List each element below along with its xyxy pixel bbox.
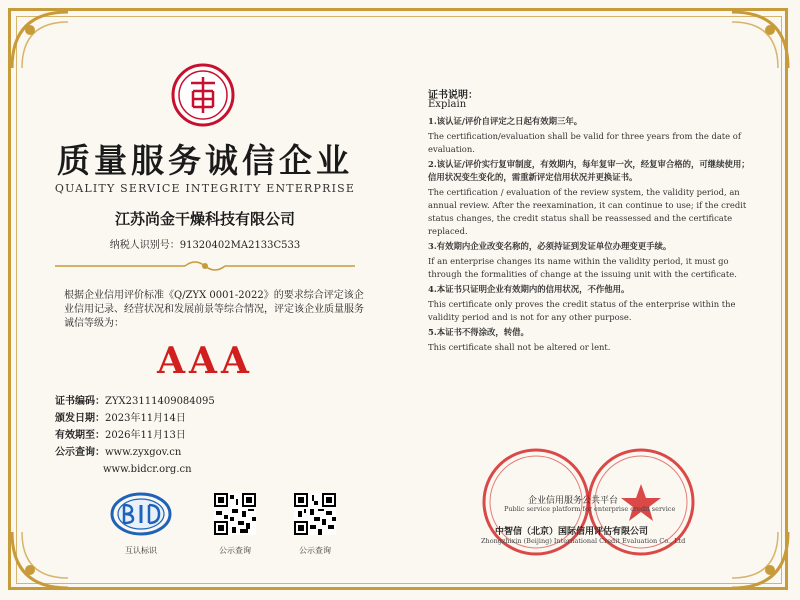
certificate-info: [55, 393, 215, 478]
bid-mutual-recognition-logo: [110, 492, 172, 536]
issuer-platform: 企业信用服务公共平台: [528, 496, 619, 506]
explain-item-cn: 4.本证书只证明企业有效期内的信用状况，不作他用。: [428, 284, 630, 294]
certificate-title: 质量服务诚信企业: [57, 141, 353, 180]
company-name: 江苏尚金干燥科技有限公司: [114, 210, 295, 228]
valid-until: 2026年11月13日: [105, 430, 186, 441]
explain-item-cn: 2.该认证/评价实行复审制度，有效期内，每年复审一次，经复审合格的，可继续使用；信用状况变生变化的，需重新评定信用状况并更换证书。: [428, 159, 750, 182]
cert-no: ZYX23111409084095: [105, 396, 215, 407]
explain-list: [428, 115, 758, 356]
issue-date: 2023年11月14日: [105, 413, 186, 424]
explain-item-cn: 1.该认证/评价自评定之日起有效期三年。: [428, 116, 583, 126]
explain-item-cn: 5.本证书不得涂改，转借。: [428, 327, 529, 337]
explain-item-en: This certificate shall not be altered or lent.: [428, 342, 611, 352]
certificate-title-en: QUALITY SERVICE INTEGRITY ENTERPRISE: [54, 182, 356, 195]
issuer-platform-en: Public service platform for enterprise credit service: [504, 505, 676, 513]
explain-item-en: This certificate only proves the credit status of the enterprise within the validity period and is not for any other purpose.: [428, 299, 736, 322]
explain-item-en: The certification/evaluation shall be valid for three years from the date of evaluation.: [428, 131, 741, 154]
explain-subtitle: Explain: [428, 99, 467, 110]
cert-no-label: 证书编码：: [55, 396, 105, 407]
query-url-1[interactable]: www.zyxgov.cn: [105, 447, 182, 458]
explain-item-cn: 3.有效期内企业改变名称的，必须持证到发证单位办理变更手续。: [428, 241, 672, 251]
explain-item-en: The certification / evaluation of the review system, the validity period, an annual review. After the reexamination, it can continue to use; if the credit status changes, the credit status shall be reassessed and the certificate replaced.: [428, 187, 747, 236]
bid-logo-caption: 互认标识: [125, 546, 157, 555]
qr-caption: 公示查询: [219, 546, 251, 555]
issuer-company-en: Zhongzhixin (Beijing) International Credit Evaluation Co., Ltd: [481, 537, 686, 545]
qr-code[interactable]: [294, 493, 336, 535]
query-label: 公示查询：: [55, 447, 105, 458]
issuer-company: 中智信（北京）国际信用评估有限公司: [495, 527, 649, 537]
explain-title: 证书说明：: [428, 90, 478, 101]
rating-description: 根据企业信用评价标准《Q/ZYX 0001-2022》的要求综合评定该企业信用记录、经营状况和发展前景等综合情况，评定该企业质量服务诚信等级为：: [64, 290, 364, 329]
explain-item-en: If an enterprise changes its name within the validity period, it must go through the formalities of change at the issuing unit with the certificate.: [428, 256, 737, 279]
valid-until-label: 有效期至：: [55, 430, 105, 441]
query-url-2[interactable]: www.bidcr.org.cn: [103, 464, 192, 475]
qr-code[interactable]: [214, 493, 256, 535]
qr-caption: 公示查询: [299, 546, 331, 555]
credit-seal-logo: [171, 63, 235, 127]
tax-id: 纳税人识别号：91320402MA2133C533: [109, 240, 301, 251]
credit-rating: AAA: [157, 340, 253, 382]
issue-date-label: 颁发日期：: [55, 413, 105, 424]
ornamental-divider: [55, 258, 355, 274]
